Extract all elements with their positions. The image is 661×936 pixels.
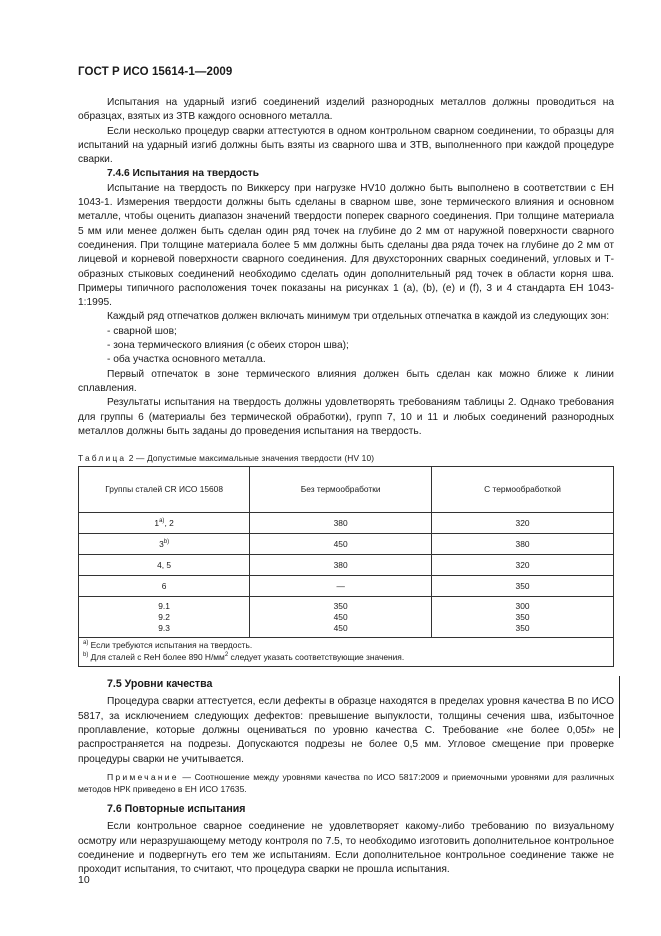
section-heading-746: 7.4.6 Испытания на твердость: [107, 168, 260, 180]
paragraph: Результаты испытания на твердость должны удовлетворять требованиям таблицы 2. Однако требования для группы 6 (материалы без термической обработки), групп 7, 10 и 11 и любых соединений разнородных металлов должны быть заданы до проведения испытания на твердость.: [78, 397, 614, 437]
cell-ht: 350: [432, 576, 614, 597]
cell-ht: 320: [432, 513, 614, 534]
footnote-a: $^{a)}$ Если требуются испытания на твердость.: [83, 640, 253, 651]
table-caption: [78, 452, 614, 464]
cell-group: 9.1 9.2 9.3: [79, 597, 250, 638]
table-caption-label: Таблица: [78, 453, 127, 464]
paragraph: Испытание на твердость по Виккерсу при нагрузке HV10 должно быть выполнено в соответствии с ЕН 1043-1. Измерения твердости должны быть сделаны в сварном шве, зоне термического влияния и основном металле, чтобы оценить диапазон значений твердости поперек сварного соединения. При толщине материала 5 мм или менее должен быть сделан один ряд точек на глубине до 2 мм от наружной поверхности сварного соединения. При толщине материала более 5 мм должны быть сделаны два ряда точек на глубине до 2 мм от лицевой и корневой поверхности сварного соединения. Для двухсторонних сварных соединений, угловых и Т-образных стыковых соединений необходимо сделать один дополнительный ряд точек в области корня шва. Примеры типичного расположения точек показаны на рисунках 1 (а), (b), (е) и (f), 3 и 4 стандарта ЕН 1043-1:1995.: [78, 182, 614, 309]
document-header: ГОСТ Р ИСО 15614-1—2009: [78, 66, 233, 78]
table-header-row: [79, 467, 614, 513]
cell-no-ht: 350 450 450: [250, 597, 432, 638]
paragraph: Если несколько процедур сварки аттестуются в одном контрольном сварном соединении, то образцы для испытаний на ударный изгиб должны быть взяты из сварного шва и ЗТВ, выполненного при каждой процедуре сварки.: [78, 125, 614, 166]
paragraph: Первый отпечаток в зоне термического влияния должен быть сделан как можно ближе к линии сплавления.: [78, 368, 614, 394]
paragraph: Если контрольное сварное соединение не удовлетворяет какому-либо требованию по визуальному осмотру или неразрушающему методу контроля по 7.5, то необходимо изготовить дополнительное контрольное соединение и подвергнуть его тем же испытаниям. Если дополнительное контрольное соединение также не проходит испытания, то считают, что процедура сварки не прошла испытания.: [78, 821, 614, 876]
cell-ht: 380: [432, 534, 614, 555]
table-caption-text: 2 — Допустимые максимальные значения твердости (HV 10): [128, 453, 375, 464]
table-row: [79, 534, 614, 555]
table-footnotes-row: [79, 638, 614, 667]
hardness-table: [78, 466, 614, 667]
header-steel-group: Группы сталей CR ИСО 15608: [79, 467, 250, 513]
cell-group: 1$^{a)}$, 2: [79, 513, 250, 534]
paragraph: Каждый ряд отпечатков должен включать минимум три отдельных отпечатка в каждой из следующих зон:: [107, 311, 610, 323]
cell-group: 4, 5: [79, 555, 250, 576]
page-number: 10: [78, 874, 90, 886]
note-label: Примечание: [107, 771, 179, 782]
cell-ht: 300 350 350: [432, 597, 614, 638]
page-content: [78, 96, 614, 877]
table-row: [79, 597, 614, 638]
table-row: [79, 513, 614, 534]
cell-group: 3$^{b)}$: [79, 534, 250, 555]
list-item: - зона термического влияния (с обеих сторон шва);: [107, 340, 349, 352]
cell-no-ht: 380: [250, 555, 432, 576]
note-text: — Соотношение между уровнями качества по ИСО 5817:2009 и приемочными уровнями для различных методов НРК приведено в ЕН ИСО 17635.: [78, 771, 614, 794]
section-heading-75: 7.5 Уровни качества: [107, 678, 213, 691]
paragraph: Испытания на ударный изгиб соединений изделий разнородных металлов должны проводиться на образцах, взятых из ЗТВ каждого основного металла.: [78, 97, 614, 123]
note: [78, 771, 614, 795]
section-heading-76: 7.6 Повторные испытания: [107, 802, 246, 815]
cell-no-ht: 450: [250, 534, 432, 555]
change-bar: [619, 676, 620, 738]
table-row: [79, 555, 614, 576]
cell-group: 6: [79, 576, 250, 597]
table-row: [79, 576, 614, 597]
list-item: - оба участка основного металла.: [107, 354, 266, 366]
cell-no-ht: —: [250, 576, 432, 597]
cell-no-ht: 380: [250, 513, 432, 534]
paragraph: Процедура сварки аттестуется, если дефекты в образце находятся в пределах уровня качества В по ИСО 5817, за исключением следующих дефектов: превышение выпуклости, толщины сечения шва, избыточное проплавление, которые должны оцениваться по уровню качества С. Требование «не более 0,05t» не распространяется на подрезы. Допускаются подрезы не более 0,5 мм. Угловое смещение при проверке процедуры сварки не учитывается.: [78, 696, 614, 765]
footnote-b: $^{b)}$ Для сталей с ReH более 890 $Н/мм^2$ следует указать соответствующие значения.: [83, 651, 405, 662]
header-no-heat-treatment: Без термообработки: [250, 467, 432, 513]
cell-ht: 320: [432, 555, 614, 576]
list-item: - сварной шов;: [107, 325, 177, 337]
header-heat-treatment: С термообработкой: [432, 467, 614, 513]
table-footnotes: [79, 638, 614, 667]
